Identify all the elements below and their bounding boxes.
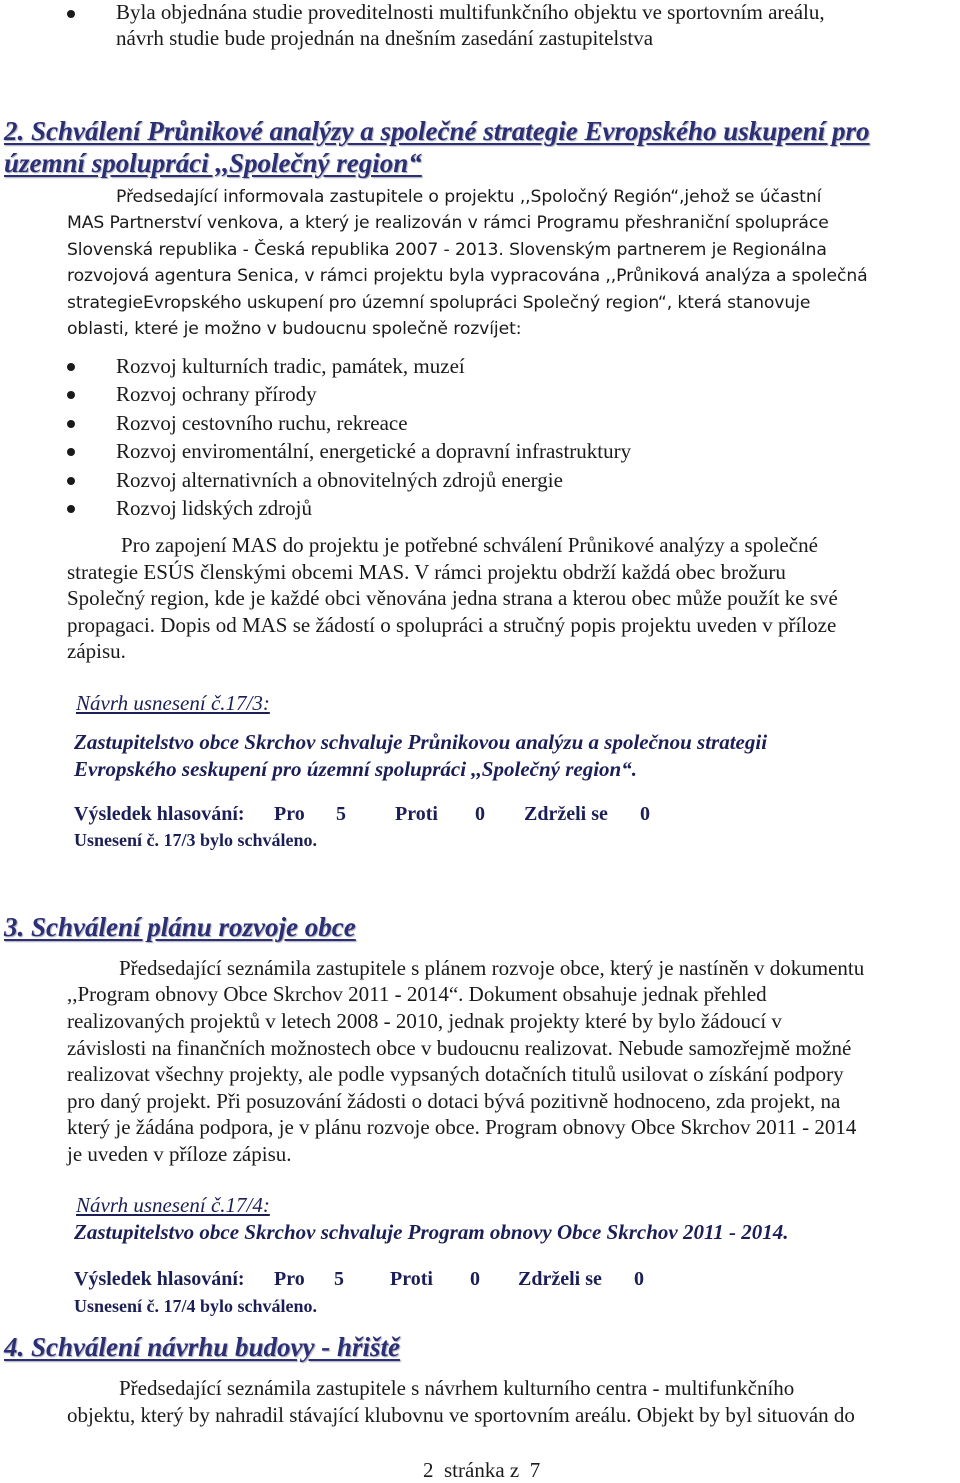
section-2-intro-line-6: oblasti, které je možno v budoucnu společně rozvíjet: — [67, 319, 522, 339]
list-item: Rozvoj kulturních tradic, památek, muzeí — [116, 354, 465, 378]
vote-pro-count: 5 — [334, 1268, 344, 1290]
list-item: Rozvoj lidských zdrojů — [116, 496, 312, 520]
section-3-para-line-8: je uveden v příloze zápisu. — [67, 1142, 292, 1166]
section-4-para-line-1: Předsedající seznámila zastupitele s návrhem kulturního centra - multifunkčního — [119, 1376, 795, 1400]
section-2-intro-line-3: Slovenská republika - Česká republika 2007 - 2013. Slovenským partnerem je Regionálna — [67, 240, 827, 260]
section-3-para-line-5: realizovat všechny projekty, ale podle vypsaných dotačních titulů usilovat o získání podpory — [67, 1062, 844, 1086]
section-3-para-line-3: realizovaných projektů v letech 2008 - 2010, jednak projekty které by bylo žádoucí v — [67, 1009, 782, 1033]
section-3-para-line-7: který je žádána podpora, je v plánu rozvoje obce. Program obnovy Obce Skrchov 2011 - 2014 — [67, 1115, 857, 1139]
section-3-para-line-6: pro daný projekt. Při posuzování žádosti o dotaci bývá pozitivně hodnoceno, zda projekt, na — [67, 1089, 841, 1113]
top-bullet-line-2: návrh studie bude projednán na dnešním zasedání zastupitelstva — [116, 26, 654, 50]
vote-pro-label: Pro — [274, 1268, 305, 1290]
vote-proti-count: 0 — [470, 1268, 480, 1290]
vote-zdrzeli-label: Zdrželi se — [518, 1268, 602, 1290]
resolution-17-3-text-line-1: Zastupitelstvo obce Skrchov schvaluje Průnikovou analýzu a společnou strategii — [74, 730, 768, 754]
list-item: Rozvoj enviromentální, energetické a dopravní infrastruktury — [116, 439, 632, 463]
bullet-dot — [67, 420, 75, 428]
section-2-heading-line-2: územní spolupráci ,,Společný region“ — [4, 148, 422, 178]
section-4-para-line-2: objektu, který by nahradil stávající klubovnu ve sportovním areálu. Objekt by byl situován do — [67, 1403, 855, 1427]
bullet-dot — [67, 363, 75, 371]
vote-zdrzeli-count: 0 — [634, 1268, 644, 1290]
section-2-intro-line-5: strategieEvropského uskupení pro územní spolupráci Společný region“, která stanovuje — [67, 293, 811, 313]
section-2-intro-line-4: rozvojová agentura Senica, v rámci projektu byla vypracována ,,Průniková analýza a společná — [67, 266, 868, 286]
resolution-17-3-status: Usnesení č. 17/3 bylo schváleno. — [74, 830, 318, 850]
vote-label: Výsledek hlasování: — [74, 1268, 245, 1290]
list-item: Rozvoj alternativních a obnovitelných zdrojů energie — [116, 468, 563, 492]
page-number: 2 stránka z 7 — [423, 1458, 541, 1482]
bullet-dot — [67, 448, 75, 456]
vote-proti-label: Proti — [390, 1268, 433, 1290]
resolution-17-4-status: Usnesení č. 17/4 bylo schváleno. — [74, 1296, 318, 1316]
vote-proti-label: Proti — [395, 803, 438, 825]
vote-pro-count: 5 — [336, 803, 346, 825]
section-3-para-line-2: ,,Program obnovy Obce Skrchov 2011 - 2014“. Dokument obsahuje jednak přehled — [67, 982, 767, 1006]
section-3-heading: 3. Schválení plánu rozvoje obce — [4, 912, 356, 942]
section-2-intro-line-2: MAS Partnerství venkova, a který je realizován v rámci Programu přeshraniční spolupráce — [67, 213, 829, 233]
resolution-17-4-text: Zastupitelstvo obce Skrchov schvaluje Program obnovy Obce Skrchov 2011 - 2014. — [74, 1220, 789, 1244]
section-3-para-line-1: Předsedající seznámila zastupitele s plánem rozvoje obce, který je nastíněn v dokumentu — [119, 956, 865, 980]
section-2-heading-line-1: 2. Schválení Průnikové analýzy a společné strategie Evropského uskupení pro — [4, 116, 870, 146]
section-2-intro-line-1: Předsedající informovala zastupitele o projektu ,,Spoločný Región“,jehož se účastní — [116, 187, 822, 207]
vote-pro-label: Pro — [274, 803, 305, 825]
section-2-para-line-1: Pro zapojení MAS do projektu je potřebné schválení Průnikové analýzy a společné — [121, 533, 818, 557]
resolution-17-3-label: Návrh usnesení č.17/3: — [76, 691, 270, 715]
vote-zdrzeli-count: 0 — [640, 803, 650, 825]
section-2-para-line-4: propagaci. Dopis od MAS se žádostí o spolupráci a stručný popis projektu uveden v příloze — [67, 613, 837, 637]
resolution-17-3-text-line-2: Evropského seskupení pro územní spolupráci ,,Společný region“. — [74, 757, 637, 781]
section-4-heading: 4. Schválení návrhu budovy - hřiště — [4, 1332, 401, 1362]
top-bullet-line-1: Byla objednána studie proveditelnosti multifunkčního objektu ve sportovním areálu, — [116, 0, 825, 24]
section-2-para-line-5: zápisu. — [67, 639, 126, 663]
list-item: Rozvoj ochrany přírody — [116, 382, 317, 406]
vote-label: Výsledek hlasování: — [74, 803, 245, 825]
bullet-dot — [67, 505, 75, 513]
list-item: Rozvoj cestovního ruchu, rekreace — [116, 411, 408, 435]
bullet-dot — [67, 477, 75, 485]
resolution-17-4-label: Návrh usnesení č.17/4: — [76, 1193, 270, 1217]
section-2-para-line-3: Společný region, kde je každé obci věnována jedna strana a kterou obec může použít ke své — [67, 586, 838, 610]
vote-proti-count: 0 — [475, 803, 485, 825]
bullet-dot — [67, 10, 75, 18]
section-2-para-line-2: strategie ESÚS členskými obcemi MAS. V rámci projektu obdrží každá obec brožuru — [67, 560, 786, 584]
bullet-dot — [67, 391, 75, 399]
section-3-para-line-4: závislosti na finančních možnostech obce v budoucnu realizovat. Nebude samozřejmě možné — [67, 1036, 852, 1060]
vote-zdrzeli-label: Zdrželi se — [524, 803, 608, 825]
